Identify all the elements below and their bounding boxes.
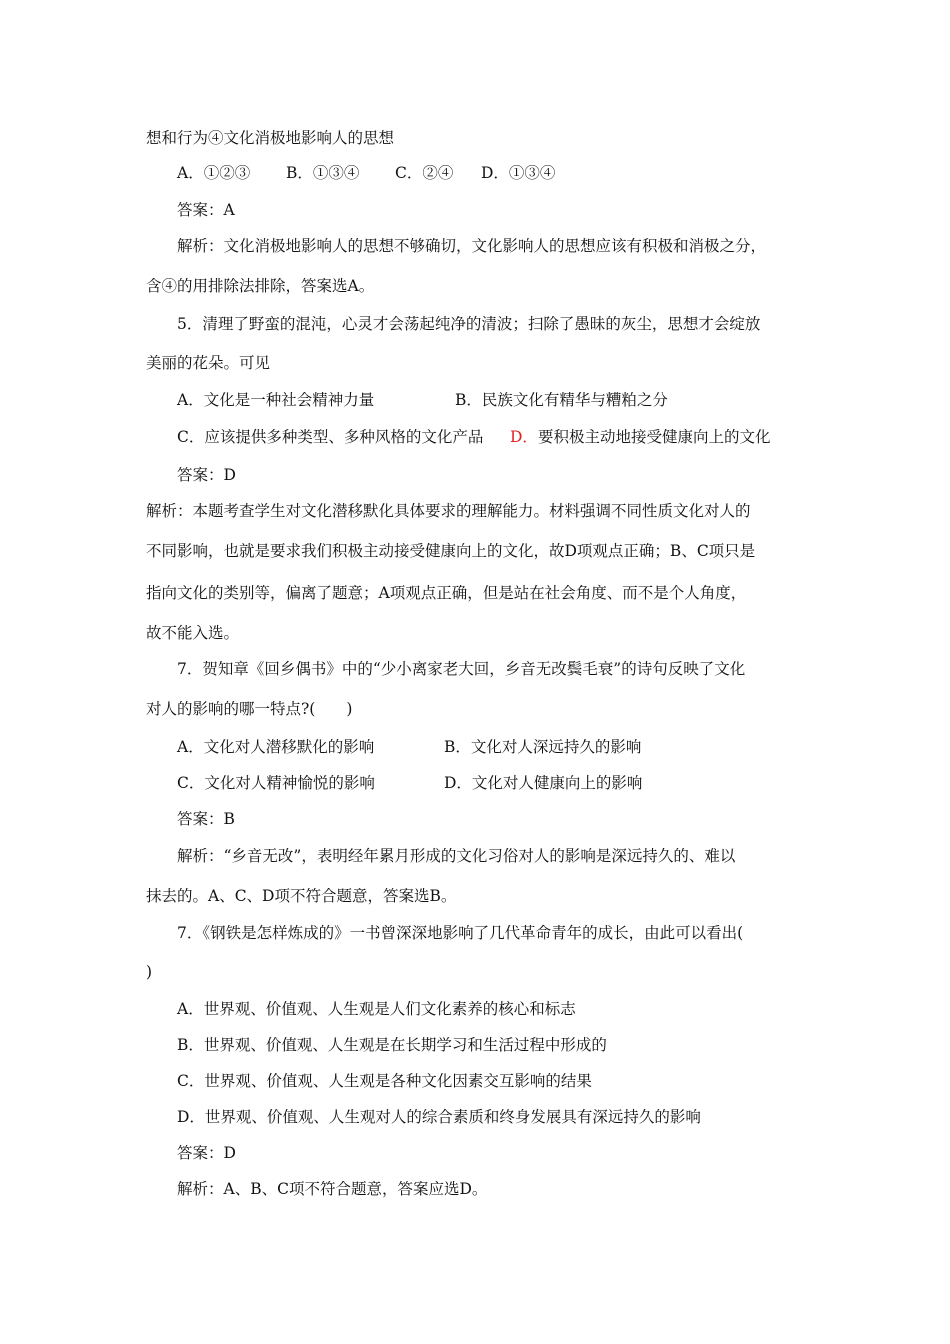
option-b: B．①③④ (286, 164, 360, 182)
answer: 答案：B (177, 810, 235, 828)
option-c: C．应该提供多种类型、多种风格的文化产品 (177, 428, 484, 446)
question-stem: 5．清理了野蛮的混沌，心灵才会荡起纯净的清波；扫除了愚昧的灰尘，思想才会绽放 (177, 315, 761, 333)
option-a: A．世界观、价值观、人生观是人们文化素养的核心和标志 (177, 1000, 576, 1018)
option-d-text: 要积极主动地接受健康向上的文化 (537, 428, 771, 446)
option-d: D．世界观、价值观、人生观对人的综合素质和终身发展具有深远持久的影响 (177, 1108, 701, 1126)
answer: 答案：D (177, 1144, 236, 1162)
answer: 答案：D (177, 466, 236, 484)
analysis-line: 解析：“乡音无改”，表明经年累月形成的文化习俗对人的影响是深远持久的、难以 (177, 847, 736, 865)
option-c: C．②④ (395, 164, 454, 182)
answer: 答案：A (177, 201, 235, 219)
option-d: D．文化对人健康向上的影响 (444, 774, 643, 792)
option-b: B．民族文化有精华与糟粕之分 (455, 391, 668, 409)
question-stem: 美丽的花朵。可见 (146, 354, 271, 372)
option-b: B．世界观、价值观、人生观是在长期学习和生活过程中形成的 (177, 1036, 607, 1054)
analysis-line: 解析：文化消极地影响人的思想不够确切，文化影响人的思想应该有积极和消极之分， (177, 237, 767, 255)
option-a: A．①②③ (177, 164, 251, 182)
option-d-letter: D． (510, 428, 538, 446)
option-c: C．世界观、价值观、人生观是各种文化因素交互影响的结果 (177, 1072, 592, 1090)
analysis-line: 解析：A、B、C项不符合题意，答案应选D。 (177, 1180, 488, 1198)
option-a: A．文化对人潜移默化的影响 (177, 738, 375, 756)
analysis-line: 解析：本题考查学生对文化潜移默化具体要求的理解能力。材料强调不同性质文化对人的 (146, 502, 751, 520)
option-a: A．文化是一种社会精神力量 (177, 391, 375, 409)
analysis-line: 指向文化的类别等，偏离了题意；A项观点正确，但是站在社会角度、而不是个人角度， (146, 584, 747, 602)
analysis-line: 含④的用排除法排除，答案选A。 (146, 277, 375, 295)
question-stem: ) (146, 963, 153, 981)
option-d (510, 427, 770, 447)
text-line: 想和行为④文化消极地影响人的思想 (146, 129, 395, 147)
question-stem: 对人的影响的哪一特点?( ) (146, 700, 353, 718)
option-c: C．文化对人精神愉悦的影响 (177, 774, 375, 792)
option-d: D．①③④ (481, 164, 556, 182)
question-stem: 7．贺知章《回乡偶书》中的“少小离家老大回，乡音无改鬓毛衰”的诗句反映了文化 (177, 660, 746, 678)
analysis-line: 故不能入选。 (146, 624, 240, 642)
option-b: B．文化对人深远持久的影响 (444, 738, 642, 756)
analysis-line: 抹去的。A、C、D项不符合题意，答案选B。 (146, 887, 457, 905)
analysis-line: 不同影响，也就是要求我们积极主动接受健康向上的文化，故D项观点正确；B、C项只是 (146, 542, 756, 560)
question-stem: 7．《钢铁是怎样炼成的》一书曾深深地影响了几代革命青年的成长，由此可以看出( (177, 924, 744, 942)
